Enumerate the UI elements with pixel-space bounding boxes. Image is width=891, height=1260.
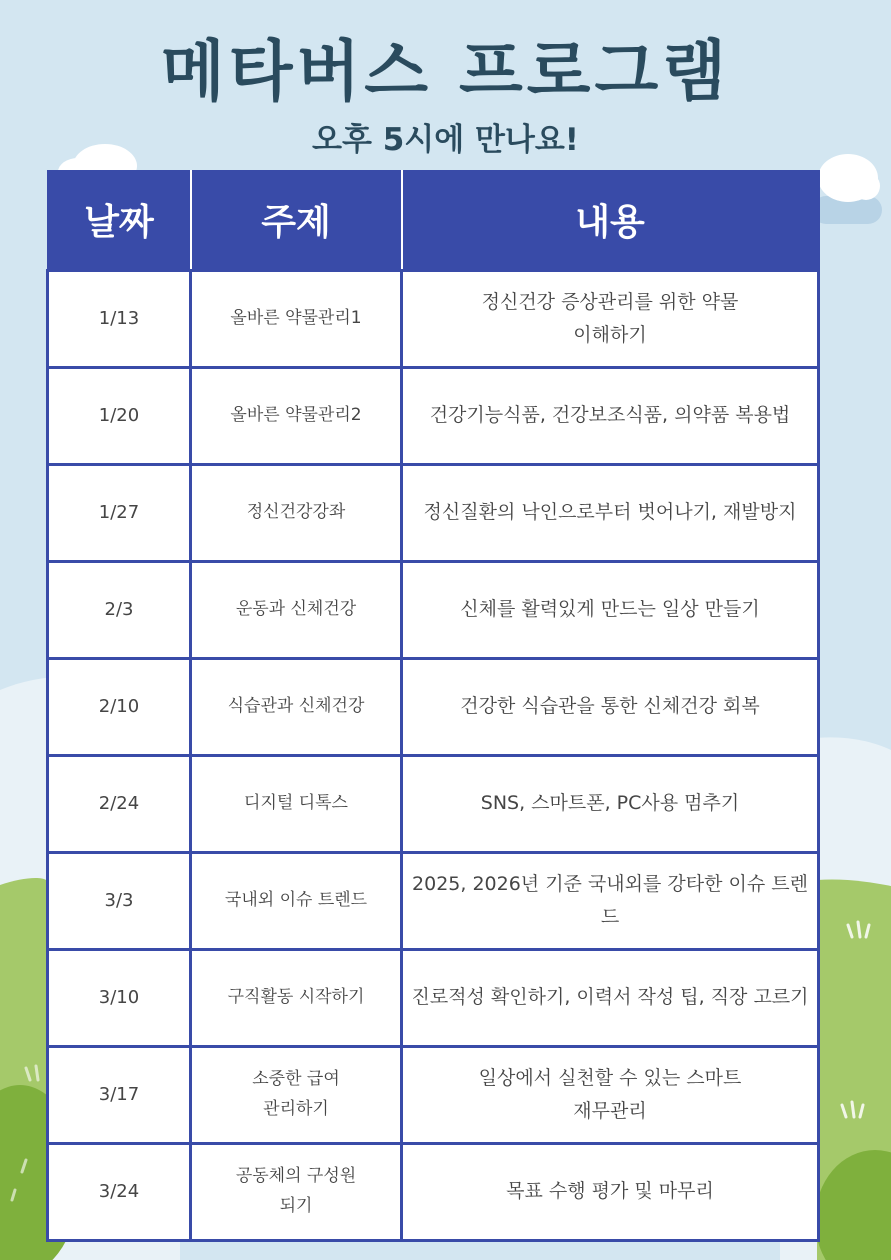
row-topic: 올바른 약물관리1 [191, 271, 402, 368]
row-date: 2/24 [48, 756, 191, 853]
table-row [48, 1144, 819, 1241]
row-content: 목표 수행 평가 및 마무리 [402, 1144, 819, 1241]
row-date: 3/3 [48, 853, 191, 950]
row-topic: 소중한 급여 관리하기 [191, 1047, 402, 1144]
row-content: 2025, 2026년 기준 국내외를 강타한 이슈 트렌드 [402, 853, 819, 950]
row-content: 일상에서 실천할 수 있는 스마트 재무관리 [402, 1047, 819, 1144]
page-title: 메타버스 프로그램 [160, 33, 731, 110]
row-content: 건강한 식습관을 통한 신체건강 회복 [402, 659, 819, 756]
row-content: 정신건강 증상관리를 위한 약물 이해하기 [402, 271, 819, 368]
row-date: 3/10 [48, 950, 191, 1047]
row-date: 2/10 [48, 659, 191, 756]
row-content: 건강기능식품, 건강보조식품, 의약품 복용법 [402, 368, 819, 465]
row-date: 2/3 [48, 562, 191, 659]
schedule-table [46, 170, 820, 1242]
row-content: 진로적성 확인하기, 이력서 작성 팁, 직장 고르기 [402, 950, 819, 1047]
row-topic: 올바른 약물관리2 [191, 368, 402, 465]
row-date: 1/13 [48, 271, 191, 368]
table-row [48, 1047, 819, 1144]
row-date: 3/17 [48, 1047, 191, 1144]
row-topic: 공동체의 구성원 되기 [191, 1144, 402, 1241]
row-topic: 디지털 디톡스 [191, 756, 402, 853]
header-date: 날짜 [48, 170, 191, 271]
row-topic: 정신건강강좌 [191, 465, 402, 562]
row-topic: 국내외 이슈 트렌드 [191, 853, 402, 950]
row-topic: 구직활동 시작하기 [191, 950, 402, 1047]
table-header-row [48, 170, 819, 271]
table-row [48, 368, 819, 465]
table-row [48, 950, 819, 1047]
header-topic: 주제 [191, 170, 402, 271]
table-row [48, 271, 819, 368]
row-date: 1/20 [48, 368, 191, 465]
row-content: 신체를 활력있게 만드는 일상 만들기 [402, 562, 819, 659]
table-row [48, 756, 819, 853]
page-subtitle: 오후 5시에 만나요! [312, 122, 579, 158]
row-content: 정신질환의 낙인으로부터 벗어나기, 재발방지 [402, 465, 819, 562]
table-row [48, 465, 819, 562]
table-row [48, 659, 819, 756]
row-date: 3/24 [48, 1144, 191, 1241]
row-topic: 운동과 신체건강 [191, 562, 402, 659]
table-row [48, 853, 819, 950]
table-row [48, 562, 819, 659]
row-topic: 식습관과 신체건강 [191, 659, 402, 756]
row-date: 1/27 [48, 465, 191, 562]
row-content: SNS, 스마트폰, PC사용 멈추기 [402, 756, 819, 853]
header-content: 내용 [402, 170, 819, 271]
